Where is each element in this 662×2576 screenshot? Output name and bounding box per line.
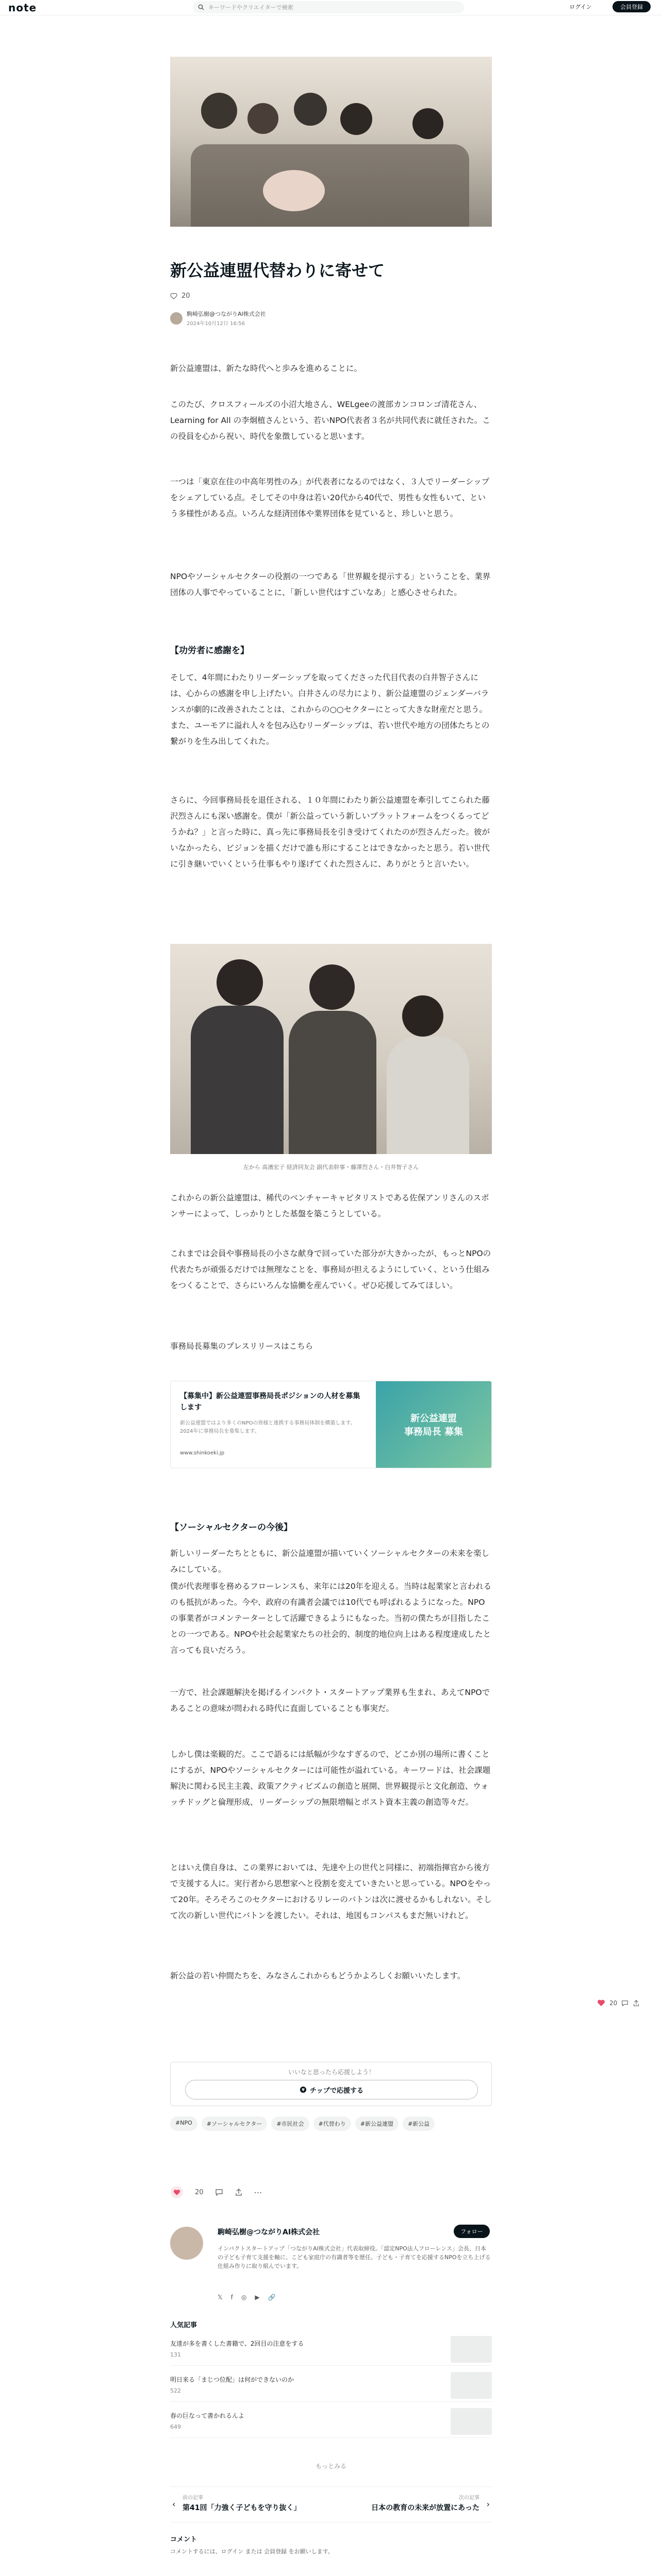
photo-caption: 左から 高濱宏子 経済同友会 副代表幹事・藤澤烈さん・白井智子さん [243,1164,419,1171]
next-label: 次の記事 [459,2495,479,2501]
next-article[interactable] [345,2493,479,2513]
svg-text:¥: ¥ [302,2088,305,2092]
list-item[interactable] [170,2408,492,2438]
tip-button[interactable] [185,2080,478,2099]
search-placeholder: キーワードやクリエイターで検索 [208,4,293,11]
profile-bio: インパクトスタートアップ「つながりAI株式会社」代表取締役。「認定NPO法人フローレンス」会長、日本の子ども子育て支援を軸に、こども家庭庁の有識者等を歴任。子ども・子育てを応援するNPOを立ち上げる仕組み作りに取り組んでいます。 [218,2245,491,2269]
tip-label: チップで応援する [309,2087,363,2095]
popular-likes: 131 [170,2351,181,2358]
article-photo [170,944,492,1154]
card-image: 新公益連盟 事務局長 募集 [376,1381,491,1468]
tag[interactable]: #NPO [170,2116,197,2131]
support-label: いいなと思ったら応援しよう！ [288,2069,375,2076]
popular-likes: 649 [170,2424,181,2430]
popular-thumbnail [451,2408,492,2435]
list-item[interactable] [170,2372,492,2402]
like-area-top [170,292,190,300]
list-item[interactable] [170,2336,492,2366]
prev-title: 第41回「力強く子どもを守り抜く」 [183,2504,301,2512]
follow-button[interactable]: フォロー [454,2225,490,2238]
paragraph: これまでは会員や事務局長の小さな献身で回っていた部分が大きかったが、もっとNPOの代表たちが頑張るだけでは無理なことを、事務局が担えるようにしていく、という仕組みをつくることで、さらにいろんな協働を産んでいく。ぜひ応援してみてほしい。 [170,1249,491,1290]
prev-label: 前の記事 [183,2495,203,2501]
paragraph: 新公益連盟は、新たな時代へと歩みを進めることに。 [170,364,362,373]
tip-icon [300,2086,307,2093]
popular-thumbnail [451,2372,492,2399]
chevron-right-icon[interactable]: › [486,2499,490,2509]
paragraph: 一方で、社会課題解決を掲げるインパクト・スタートアップ業界も生まれ、あえてNPOであることの意味が問われる時代に直面していることも事実だ。 [170,1688,490,1713]
paragraph: 一つは「東京在住の中高年男性のみ」が代表者になるのではなく、３人でリーダーシップをシェアしている点。そしてその中身は若い20代から40代で、男性も女性もいて、という多様性がある点。いろんな経済団体や業界団体を見ていると、珍しいと思う。 [170,477,490,518]
social-links [218,2294,276,2301]
popular-thumbnail [451,2336,492,2363]
note-logo[interactable]: note [8,2,37,14]
share-icon[interactable] [633,1999,640,2007]
card-title: 【募集中】新公益連盟事務局長ポジションの人材を募集します [180,1392,360,1412]
article-author[interactable] [170,310,266,327]
section-heading: 【功労者に感謝を】 [170,646,249,656]
like-heart-icon[interactable] [170,2185,184,2199]
prev-article[interactable] [183,2493,321,2513]
support-box [170,2062,492,2106]
floating-like [597,1999,640,2007]
paragraph: これからの新公益連盟は、稀代のベンチャーキャピタリストである佐保アンリさんのスポンサーによって、しっかりとした基盤を築こうとしている。 [170,1193,489,1218]
paragraph: しかし僕は楽観的だ。ここで語るには紙幅が少なすぎるので、どこか別の場所に書くことにするが、NPOやソーシャルセクターには可能性が溢れている。キーワードは、社会課題解決に関わる民主主義、政策アクティビズムの創造と展開、世界観提示と文化創造、ウォッチドッグと倫理形成、リーダーシップの無限増幅とポスト資本主義の創造等々だ。 [170,1750,491,1807]
article-title: 新公益連盟代替わりに寄せて [170,261,385,280]
youtube-icon[interactable]: ▶ [255,2294,260,2301]
profile-name[interactable]: 駒崎弘樹@つながりAI株式会社 [218,2228,320,2236]
paragraph: 新しいリーダーたちとともに、新公益連盟が描いていくソーシャルセクターの未来を楽しみにしている。 [170,1549,490,1574]
section-heading: 【ソーシャルセクターの今後】 [170,1522,292,1533]
instagram-icon[interactable]: ◎ [241,2294,247,2301]
article-header-photo [170,57,492,227]
article-navigation [170,2486,492,2522]
comment-icon[interactable] [215,2188,223,2196]
search-icon [198,4,204,10]
link-icon[interactable]: 🔗 [268,2294,276,2301]
avatar[interactable] [170,312,183,325]
author-avatar[interactable] [170,2227,203,2260]
card-description: 新公益連盟ではより多くのNPOの皆様と連携する事務局体制を構築します。2024年に事務局長を募集します。 [180,1420,356,1434]
login-button[interactable]: ログイン [569,4,592,10]
like-count: 20 [195,2188,204,2196]
author-name[interactable]: 駒崎弘樹@つながりAI株式会社 [187,311,266,317]
popular-title: 明日来る「まじつ位配」は何ができないのか [170,2376,294,2383]
search-box[interactable] [193,1,464,13]
press-release-link[interactable]: 事務局長募集のプレスリリースはこちら [170,1342,313,1351]
publish-date: 2024年10月12日 16:56 [187,321,245,327]
paragraph: 僕が代表理事を務めるフローレンスも、来年には20年を迎える。当時は起業家と言われるのも抵抗があった。今や、政府の有識者会議では10代でも呼ばれるようになった。NPOの事業者がコメンテーターとして活躍できるようにもなった。当初の僕たちが目指したことの一つである。NPOや社会起業家たちの社会的、制度的地位向上はある程度達成したと言っても良いだろう。 [170,1582,492,1655]
action-bar [170,2185,262,2199]
site-header [0,0,662,15]
tag-list [170,2116,492,2131]
signup-button[interactable]: 会員登録 [613,1,651,12]
comment-icon[interactable] [621,1999,628,2007]
tag[interactable]: #新公益 [403,2116,435,2131]
popular-title: 春の巨なって書かれるんよ [170,2412,245,2419]
like-count: 20 [181,292,190,300]
paragraph: さらに、今回事務局長を退任される、１０年間にわたり新公益連盟を牽引してこられた藤沢烈さんにも深い感謝を。僕が「新公益っていう新しいプラットフォームをつくるってどうかね？」と言った時に、真っ先に事務局長を引き受けてくれたのが烈さんだった。彼がいなかったら、ビジョンを描くだけで誰も形にすることはできなかったと思う。若い世代に引き継いでいくという仕事もやり遂げてくれた烈さんに、ありがとうと言いたい。 [170,795,490,869]
heart-icon[interactable] [597,1999,605,2007]
facebook-icon[interactable]: f [230,2294,233,2301]
paragraph: このたび、クロスフィールズの小沼大地さん、WELgeeの渡部カンコロンゴ清花さん、Learning for All の李炯植さんという、若いNPO代表者３名が共同代表に就任された。この役員を心から祝い、時代を象徴していると思います。 [170,400,490,441]
tag[interactable]: #新公益連盟 [355,2116,399,2131]
popular-likes: 522 [170,2387,181,2394]
paragraph: NPOやソーシャルセクターの役割の一つである「世界観を提示する」ということを、業界団体の人事でやっていることに、「新しい世代はすごいなあ」と感心させられた。 [170,572,491,597]
like-count: 20 [609,1999,618,2007]
tag[interactable]: #ソーシャルセクター [202,2116,268,2131]
more-link[interactable]: もっとみる [315,2463,346,2470]
tag[interactable]: #代替わり [313,2116,351,2131]
heart-icon[interactable] [170,293,177,300]
paragraph: そして、4年間にわたりリーダーシップを取ってくださった代目代表の白井智子さんには、心からの感謝を申し上げたい。白井さんの尽力により、新公益連盟のジェンダーバランスが劇的に改善されたことは、これからの○○セクターにとって大きな財産だと思う。また、ユーモアに溢れ人々を包み込むリーダーシップは、若い世代や地方の団体たちとの繋がりを生み出してくれた。 [170,673,490,746]
card-url: www.shinkoeki.jp [180,1450,225,1456]
x-icon[interactable]: 𝕏 [218,2294,223,2301]
link-card[interactable] [170,1381,492,1468]
comments-prompt[interactable]: コメントするには、ログイン または 会員登録 をお願いします。 [170,2548,334,2555]
paragraph: とはいえ僕自身は、この業界においては、先達や上の世代と同様に、初端指揮官から後方で支援する人に。実行者から思想家へと役割を変えていきたいと思っている。NPOをやって20年。そろそろこのセクターにおけるリレーのバトンは次に渡せるかもしれない。そして次の新しい世代にバトンを渡したい。それは、地図もコンパスもまだ無いけれど。 [170,1863,492,1920]
tag[interactable]: #市民社会 [271,2116,309,2131]
popular-heading: 人気記事 [170,2321,197,2329]
next-title: 日本の教育の未来が放置にあった [371,2504,479,2512]
share-icon[interactable] [235,2188,243,2196]
popular-title: 友達が多を書くした書籍で、2回目の注意をする [170,2340,304,2347]
comments-heading: コメント [170,2536,197,2544]
more-menu-icon[interactable]: ⋯ [254,2187,262,2197]
paragraph: 新公益の若い仲間たちを、みなさんこれからもどうかよろしくお願いいたします。 [170,1971,466,1980]
chevron-left-icon[interactable]: ‹ [172,2499,176,2509]
